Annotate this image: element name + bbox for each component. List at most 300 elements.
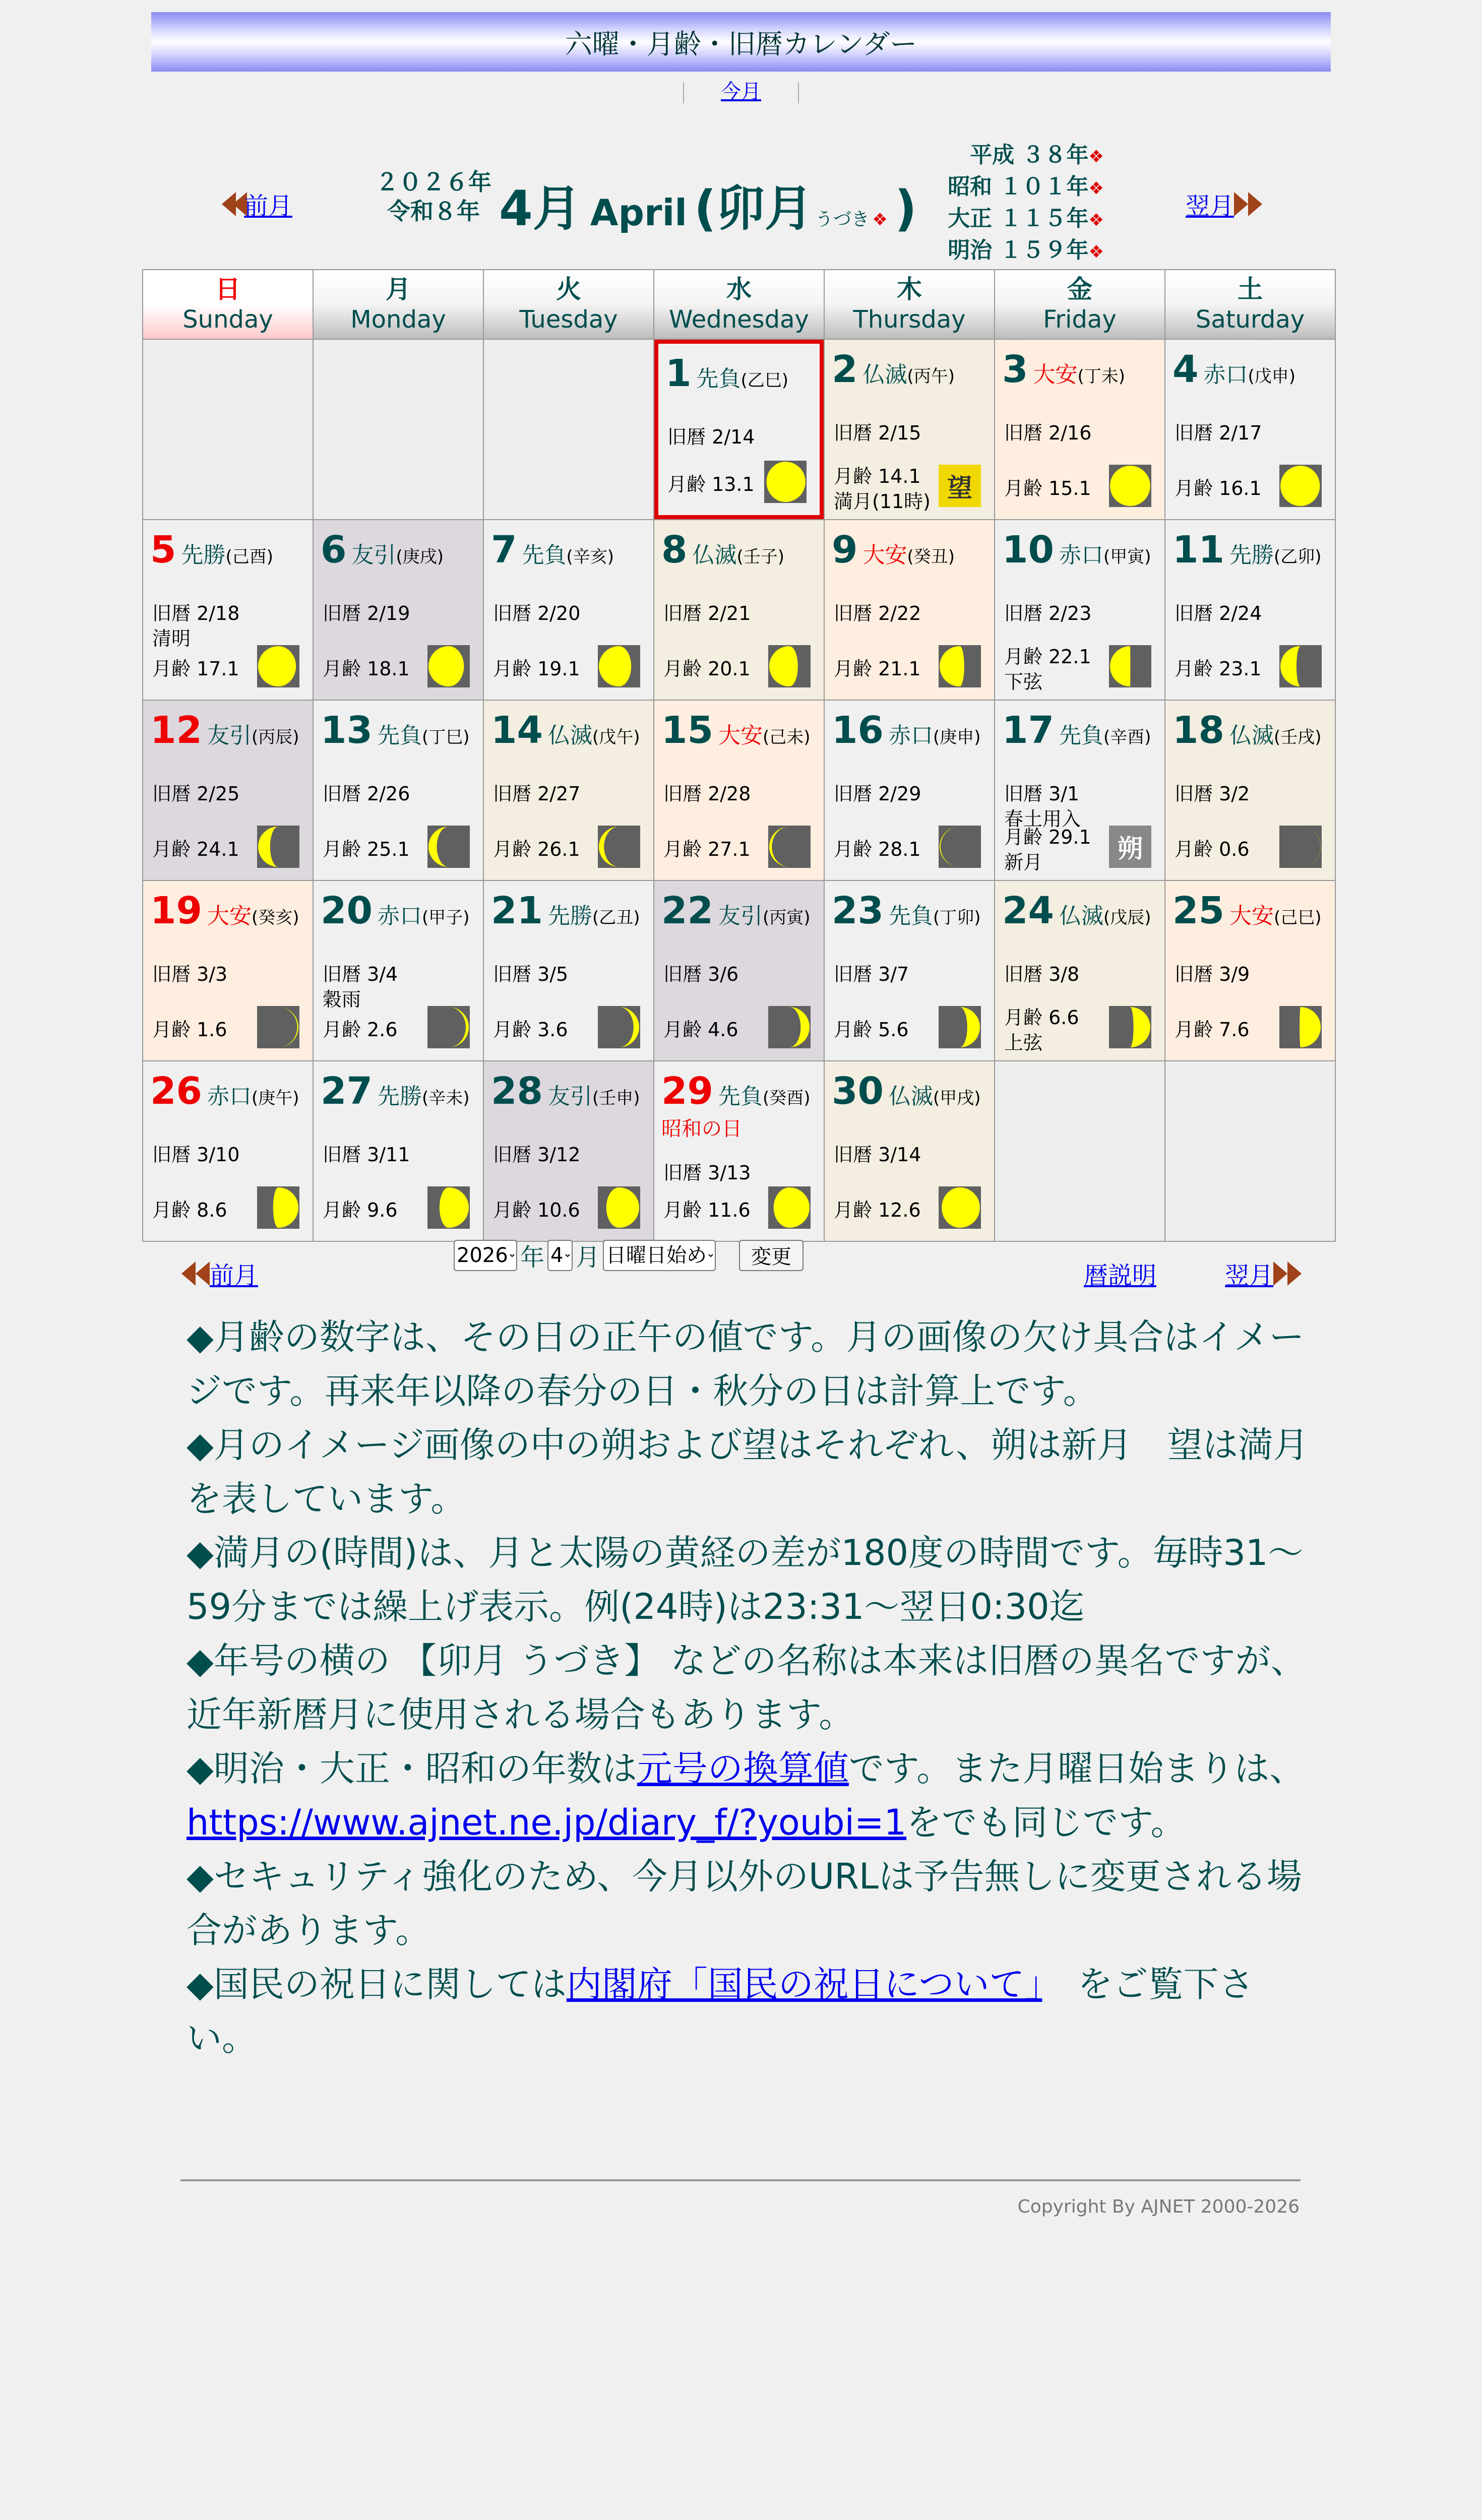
next-month-link-bottom[interactable] xyxy=(1225,1256,1302,1291)
lunar-date xyxy=(323,1142,410,1167)
day-cell-content xyxy=(1165,340,1335,519)
moon-phase-icon xyxy=(257,826,299,868)
lunar-date xyxy=(493,1142,580,1167)
day-cell-content xyxy=(825,520,994,700)
weekday-en: Saturday xyxy=(1195,305,1305,334)
era-heisei xyxy=(948,140,1104,172)
kanshi: (己巳) xyxy=(1273,908,1322,928)
day-cell-content xyxy=(143,1061,313,1241)
day-cell-content xyxy=(995,340,1164,519)
rokuyo: 赤口 xyxy=(1203,362,1248,388)
day-header xyxy=(150,1069,305,1113)
top-nav xyxy=(0,76,1482,104)
divider xyxy=(798,82,799,103)
lunar-date xyxy=(1175,781,1250,806)
calendar-day-cell xyxy=(143,880,313,1061)
day-header xyxy=(661,889,817,932)
day-cell-content xyxy=(314,881,483,1060)
calendar-day-cell xyxy=(483,700,654,880)
moon-age xyxy=(323,656,410,681)
lunar-info: 旧暦 3/9 xyxy=(1175,963,1250,985)
kanshi: (壬戌) xyxy=(1273,727,1322,747)
day-cell-content xyxy=(143,520,313,700)
moon-phase-icon xyxy=(939,826,981,868)
era-list xyxy=(948,140,1104,267)
day-header xyxy=(1172,348,1328,391)
new-moon-icon: 朔 xyxy=(1109,826,1151,868)
lunar-date xyxy=(152,962,227,987)
lunar-info: 旧暦 3/3 xyxy=(152,963,228,985)
right-arrow-icon xyxy=(1287,1262,1302,1286)
day-cell-content xyxy=(1165,881,1335,1060)
moon-age-info: 月齢 19.1 xyxy=(493,658,580,680)
lunar-info: 旧暦 3/12 xyxy=(493,1144,581,1166)
lunar-date xyxy=(323,962,398,1012)
moon-age xyxy=(1175,837,1250,862)
calendar-empty-cell xyxy=(1165,1061,1335,1241)
weekday-en: Thursday xyxy=(853,305,966,334)
day-cell-content xyxy=(314,701,483,880)
moon-age xyxy=(667,472,755,497)
moon-age xyxy=(1175,1017,1250,1042)
moon-age-info: 月齢 7.6 xyxy=(1175,1019,1250,1041)
moon-phase-icon xyxy=(939,1186,981,1229)
moon-age-info: 新月 xyxy=(1004,851,1043,873)
day-cell-content xyxy=(1165,701,1335,880)
lunar-date xyxy=(663,962,738,987)
month-title xyxy=(499,170,917,239)
day-cell-content xyxy=(825,881,994,1060)
kanshi: (壬子) xyxy=(736,547,785,567)
day-number: 20 xyxy=(321,889,373,932)
moon-age xyxy=(152,1198,227,1223)
note-text: をご覧下さい。 xyxy=(187,1964,1254,2059)
lunar-info: 旧暦 2/22 xyxy=(834,602,921,624)
note-text: です。また月曜日始まりは、 xyxy=(848,1748,1305,1789)
moon-age xyxy=(834,656,921,681)
era-taisho xyxy=(948,204,1104,235)
day-number: 14 xyxy=(491,709,543,752)
moon-age xyxy=(834,837,921,862)
day-cell-content xyxy=(1165,520,1335,700)
kanshi: (乙卯) xyxy=(1273,547,1322,567)
note-full-moon-time: ◆満月の(時間)は、月と太陽の黄経の差が180度の時間です。毎時31〜59分までは繰上げ表示。例(24時)は23:31〜翌日0:30迄 xyxy=(187,1532,1304,1627)
day-number: 25 xyxy=(1172,889,1224,932)
day-cell-content xyxy=(654,520,824,700)
weekday-header xyxy=(654,270,824,339)
moon-age xyxy=(663,837,751,862)
lunar-info: 旧暦 2/27 xyxy=(493,783,581,805)
diamond-icon[interactable]: ❖ xyxy=(1088,242,1104,262)
rokuyo: 大安 xyxy=(1229,903,1274,929)
kanshi: (丙辰) xyxy=(251,727,299,747)
rokuyo: 赤口 xyxy=(207,1084,252,1109)
moon-phase-icon xyxy=(598,1006,640,1048)
lunar-info: 穀雨 xyxy=(323,988,361,1011)
day-number: 12 xyxy=(150,709,202,752)
month-furigana: うづき xyxy=(815,209,870,230)
moon-age-info: 下弦 xyxy=(1004,671,1043,693)
moon-age xyxy=(1004,825,1091,875)
month-paren-close: ) xyxy=(894,180,917,237)
rokuyo: 大安 xyxy=(718,723,763,748)
rokuyo: 仏滅 xyxy=(888,1084,933,1109)
calendar-grid xyxy=(142,269,1336,1242)
rokuyo: 大安 xyxy=(862,542,907,568)
kanshi: (丁未) xyxy=(1077,366,1126,387)
moon-age-info: 月齢 23.1 xyxy=(1175,658,1262,680)
moon-age-info: 月齢 12.6 xyxy=(834,1199,921,1221)
moon-phase-icon xyxy=(1279,465,1322,507)
calendar-day-cell-today xyxy=(654,339,824,520)
lunar-info: 旧暦 2/23 xyxy=(1004,602,1092,624)
moon-phase-icon xyxy=(598,645,640,687)
calendar-day-cell xyxy=(1165,339,1335,520)
copyright: Copyright By AJNET 2000-2026 xyxy=(1017,2196,1300,2217)
weekday-jp: 水 xyxy=(726,275,752,304)
day-cell-content xyxy=(825,340,994,519)
moon-phase-icon xyxy=(764,461,807,503)
lunar-info: 旧暦 3/6 xyxy=(663,963,739,985)
kanshi: (庚戌) xyxy=(396,547,444,567)
kanshi: (辛未) xyxy=(421,1088,470,1108)
left-arrow-icon xyxy=(181,1262,196,1286)
day-number: 15 xyxy=(661,709,713,752)
moon-age-info: 月齢 1.6 xyxy=(152,1019,227,1041)
moon-age-info: 月齢 24.1 xyxy=(152,838,239,860)
moon-age xyxy=(323,1198,398,1223)
kanshi: (辛亥) xyxy=(566,547,614,567)
day-header xyxy=(1002,348,1157,391)
monday-start-link[interactable]: https://www.ajnet.ne.jp/diary_f/?youbi=1 xyxy=(187,1802,907,1843)
rokuyo: 先負 xyxy=(718,1084,763,1109)
calendar-day-cell xyxy=(313,880,483,1061)
moon-age-info: 上弦 xyxy=(1004,1032,1043,1054)
lunar-info: 旧暦 3/2 xyxy=(1175,783,1250,805)
this-month-link[interactable]: 今月 xyxy=(721,80,761,103)
rokuyo: 先負 xyxy=(1059,723,1103,748)
weekday-en: Monday xyxy=(350,305,446,334)
day-header xyxy=(321,889,476,932)
month-number: 4月 xyxy=(499,180,581,237)
kanshi: (戊辰) xyxy=(1103,908,1151,928)
lunar-date xyxy=(1175,962,1250,987)
rokuyo: 大安 xyxy=(207,903,252,929)
next-month-link[interactable] xyxy=(1186,186,1262,221)
day-number: 5 xyxy=(150,528,176,572)
lunar-date xyxy=(152,601,239,651)
diamond-icon[interactable]: ❖ xyxy=(872,210,888,230)
weekday-jp: 月 xyxy=(386,275,411,304)
diamond-icon[interactable]: ❖ xyxy=(1088,178,1104,199)
day-header xyxy=(150,889,305,932)
kanshi: (丁卯) xyxy=(933,908,981,928)
lunar-info: 旧暦 2/19 xyxy=(323,602,410,624)
weekday-header xyxy=(313,270,483,339)
day-cell-content xyxy=(995,701,1164,880)
moon-age-info: 月齢 22.1 xyxy=(1004,646,1091,668)
day-number: 6 xyxy=(321,528,347,572)
lunar-date xyxy=(1004,962,1079,987)
lunar-info: 旧暦 3/13 xyxy=(663,1162,751,1184)
lunar-date xyxy=(493,601,580,626)
lunar-date xyxy=(663,1160,751,1185)
kanshi: (己未) xyxy=(762,727,811,747)
moon-phase-icon xyxy=(427,1006,470,1048)
moon-age xyxy=(834,1198,921,1223)
moon-age-info: 月齢 17.1 xyxy=(152,658,239,680)
lunar-date xyxy=(323,601,410,626)
lunar-date xyxy=(152,1142,239,1167)
rokuyo: 赤口 xyxy=(1059,542,1103,568)
prev-month-link-bottom[interactable] xyxy=(181,1256,258,1291)
day-number: 7 xyxy=(491,528,517,572)
next-month-label: 翌月 xyxy=(1225,1262,1274,1290)
calendar-week-row xyxy=(143,520,1335,700)
change-button[interactable]: 変更 xyxy=(739,1240,804,1271)
calendar-day-cell xyxy=(824,339,995,520)
day-number: 10 xyxy=(1002,528,1054,572)
day-number: 26 xyxy=(150,1069,202,1113)
kanshi: (庚午) xyxy=(251,1088,299,1108)
weekday-header xyxy=(1165,270,1335,339)
rokuyo: 友引 xyxy=(351,542,396,568)
lunar-date xyxy=(834,420,921,446)
moon-phase-icon xyxy=(1109,1006,1151,1048)
moon-age-info: 月齢 13.1 xyxy=(667,473,755,495)
lunar-date xyxy=(834,962,909,987)
year-western: ２０２６年 xyxy=(376,168,491,196)
calendar-day-cell xyxy=(995,700,1165,880)
day-number: 17 xyxy=(1002,709,1054,752)
lunar-info: 旧暦 2/18 xyxy=(152,602,240,624)
day-header xyxy=(1002,709,1157,752)
week-start-select[interactable] xyxy=(603,1240,716,1271)
moon-age xyxy=(152,837,239,862)
day-number: 8 xyxy=(661,528,688,572)
rokuyo: 先負 xyxy=(696,366,741,392)
kanshi: (丙午) xyxy=(907,366,955,387)
day-cell-content xyxy=(314,520,483,700)
moon-age xyxy=(152,1017,227,1042)
day-number: 18 xyxy=(1172,709,1224,752)
moon-phase-icon xyxy=(1279,826,1322,868)
kanshi: (壬申) xyxy=(592,1088,640,1108)
moon-age xyxy=(834,1017,909,1042)
moon-phase-icon xyxy=(768,645,811,687)
rokuyo: 赤口 xyxy=(377,903,422,929)
moon-age xyxy=(1175,656,1262,681)
day-header xyxy=(1172,889,1328,932)
moon-phase-icon xyxy=(598,826,640,868)
kanshi: (辛酉) xyxy=(1103,727,1151,747)
lunar-info: 旧暦 3/5 xyxy=(493,963,569,985)
calendar-explanation-link[interactable]: 暦説明 xyxy=(1084,1262,1157,1290)
kanshi: (癸酉) xyxy=(762,1088,811,1108)
diamond-icon[interactable]: ❖ xyxy=(1088,147,1104,167)
moon-age xyxy=(323,1017,398,1042)
kanshi: (戊午) xyxy=(592,727,640,747)
moon-phase-icon xyxy=(768,1186,811,1229)
day-header xyxy=(150,709,305,752)
lunar-date xyxy=(834,601,921,626)
prev-month-label: 前月 xyxy=(210,1262,259,1290)
calendar-empty-cell xyxy=(143,339,313,520)
rokuyo: 先負 xyxy=(377,723,422,748)
calendar-day-cell xyxy=(1165,700,1335,880)
moon-phase-icon xyxy=(1279,1006,1322,1048)
lunar-info: 旧暦 2/20 xyxy=(493,602,581,624)
moon-age xyxy=(1175,476,1262,501)
calendar-day-cell xyxy=(483,1061,654,1241)
moon-age-info: 月齢 26.1 xyxy=(493,838,580,860)
lunar-info: 旧暦 2/15 xyxy=(834,422,921,444)
moon-age-info: 満月(11時) xyxy=(834,490,931,513)
kanshi: (己酉) xyxy=(225,547,274,567)
year-display xyxy=(373,167,494,226)
calendar-day-cell xyxy=(654,880,824,1061)
weekday-en: Wednesday xyxy=(669,305,809,334)
day-header xyxy=(491,1069,646,1113)
moon-age xyxy=(152,656,239,681)
day-number: 24 xyxy=(1002,889,1054,932)
month-select[interactable] xyxy=(547,1240,573,1271)
day-header xyxy=(832,348,987,391)
note-era-conversion xyxy=(187,1742,1311,1850)
month-english: April xyxy=(590,192,687,234)
moon-age xyxy=(663,656,751,681)
moon-age xyxy=(663,1198,751,1223)
rokuyo: 仏滅 xyxy=(547,723,592,748)
note-moon-age: ◆月齢の数字は、その日の正午の値です。月の画像の欠け具合はイメージです。再来年以降の春分の日・秋分の日は計算上です。 xyxy=(187,1316,1305,1412)
rokuyo: 友引 xyxy=(547,1084,592,1109)
kanshi: (乙丑) xyxy=(592,908,640,928)
weekday-header xyxy=(483,270,654,339)
lunar-info: 旧暦 2/17 xyxy=(1175,422,1262,444)
lunar-info: 旧暦 3/7 xyxy=(834,963,909,985)
divider xyxy=(683,82,684,103)
diamond-icon[interactable]: ❖ xyxy=(1088,210,1104,230)
moon-age-info: 月齢 27.1 xyxy=(663,838,751,860)
kanshi: (癸丑) xyxy=(907,547,955,567)
cabinet-holidays-link[interactable]: 内閣府「国民の祝日について」 xyxy=(566,1964,1042,2005)
era-label: 明治 １５９年 xyxy=(948,237,1089,263)
day-header xyxy=(150,528,305,572)
calendar-week-row xyxy=(143,1061,1335,1241)
lunar-info: 旧暦 3/10 xyxy=(152,1144,240,1166)
moon-phase-icon xyxy=(768,826,811,868)
day-number: 9 xyxy=(832,528,858,572)
day-cell-content xyxy=(484,701,653,880)
page-title: 六曜・月齢・旧暦カレンダー xyxy=(565,28,917,60)
lunar-date xyxy=(1175,420,1262,446)
kanshi: (甲寅) xyxy=(1103,547,1151,567)
rokuyo: 友引 xyxy=(718,903,763,929)
year-reiwa: 令和８年 xyxy=(387,198,480,225)
day-header xyxy=(832,889,987,932)
day-header xyxy=(491,709,646,752)
moon-age-info: 月齢 29.1 xyxy=(1004,826,1091,848)
day-number: 29 xyxy=(661,1069,713,1113)
day-header xyxy=(661,528,817,572)
moon-age-info: 月齢 16.1 xyxy=(1175,477,1262,499)
day-cell-content xyxy=(995,520,1164,700)
full-moon-icon: 望 xyxy=(939,465,981,507)
moon-age xyxy=(663,1017,738,1042)
rokuyo: 仏滅 xyxy=(1059,903,1103,929)
day-number: 13 xyxy=(321,709,373,752)
day-number: 3 xyxy=(1002,348,1028,391)
kanshi: (甲戌) xyxy=(933,1088,981,1108)
lunar-date xyxy=(1004,601,1091,626)
year-select[interactable] xyxy=(454,1240,517,1271)
day-number: 23 xyxy=(832,889,884,932)
calendar-day-cell xyxy=(824,520,995,700)
calendar-day-cell xyxy=(313,1061,483,1241)
day-cell-content xyxy=(314,1061,483,1241)
day-cell-content xyxy=(654,340,824,519)
lunar-info: 旧暦 3/8 xyxy=(1004,963,1080,985)
day-cell-content xyxy=(654,701,824,880)
era-conversion-link[interactable]: 元号の換算値 xyxy=(637,1748,849,1789)
day-number: 11 xyxy=(1172,528,1224,572)
kanshi: (戊申) xyxy=(1248,366,1296,387)
calendar-day-cell xyxy=(995,520,1165,700)
footer-divider xyxy=(180,2179,1301,2181)
rokuyo: 仏滅 xyxy=(692,542,737,568)
lunar-date xyxy=(834,1142,921,1167)
rokuyo: 先勝 xyxy=(547,903,592,929)
weekday-header-row xyxy=(143,270,1335,339)
moon-phase-icon xyxy=(939,645,981,687)
day-cell-content xyxy=(484,1061,653,1241)
moon-phase-icon xyxy=(939,1006,981,1048)
moon-age xyxy=(493,656,580,681)
right-arrow-icon xyxy=(1248,192,1262,216)
calendar-day-cell xyxy=(143,520,313,700)
note-security: ◆セキュリティ強化のため、今月以外のURLは予告無しに変更される場合があります。 xyxy=(187,1856,1302,1951)
lunar-info: 旧暦 2/16 xyxy=(1004,422,1092,444)
day-header xyxy=(321,528,476,572)
rokuyo: 先負 xyxy=(522,542,567,568)
rokuyo: 先負 xyxy=(888,903,933,929)
day-number: 21 xyxy=(491,889,543,932)
moon-age xyxy=(1004,1005,1079,1055)
calendar-day-cell xyxy=(995,339,1165,520)
day-number: 19 xyxy=(150,889,202,932)
prev-month-link[interactable] xyxy=(222,186,292,221)
moon-age-info: 月齢 8.6 xyxy=(152,1199,227,1221)
weekday-en: Tuesday xyxy=(519,305,618,334)
day-header xyxy=(491,528,646,572)
month-suffix: 月 xyxy=(576,1243,600,1272)
lunar-info: 旧暦 2/26 xyxy=(323,783,410,805)
day-number: 16 xyxy=(832,709,884,752)
rokuyo: 先勝 xyxy=(181,542,226,568)
lunar-info: 旧暦 2/14 xyxy=(667,426,755,448)
day-cell-content xyxy=(143,881,313,1060)
calendar-empty-cell xyxy=(313,339,483,520)
moon-age xyxy=(493,1017,568,1042)
lunar-info: 旧暦 2/28 xyxy=(663,783,751,805)
era-label: 昭和 １０１年 xyxy=(948,174,1089,200)
moon-phase-icon xyxy=(1279,645,1322,687)
moon-age-info: 月齢 0.6 xyxy=(1175,838,1250,860)
moon-age-info: 月齢 10.6 xyxy=(493,1199,580,1221)
day-number: 22 xyxy=(661,889,713,932)
moon-phase-icon xyxy=(768,1006,811,1048)
moon-age xyxy=(323,837,410,862)
